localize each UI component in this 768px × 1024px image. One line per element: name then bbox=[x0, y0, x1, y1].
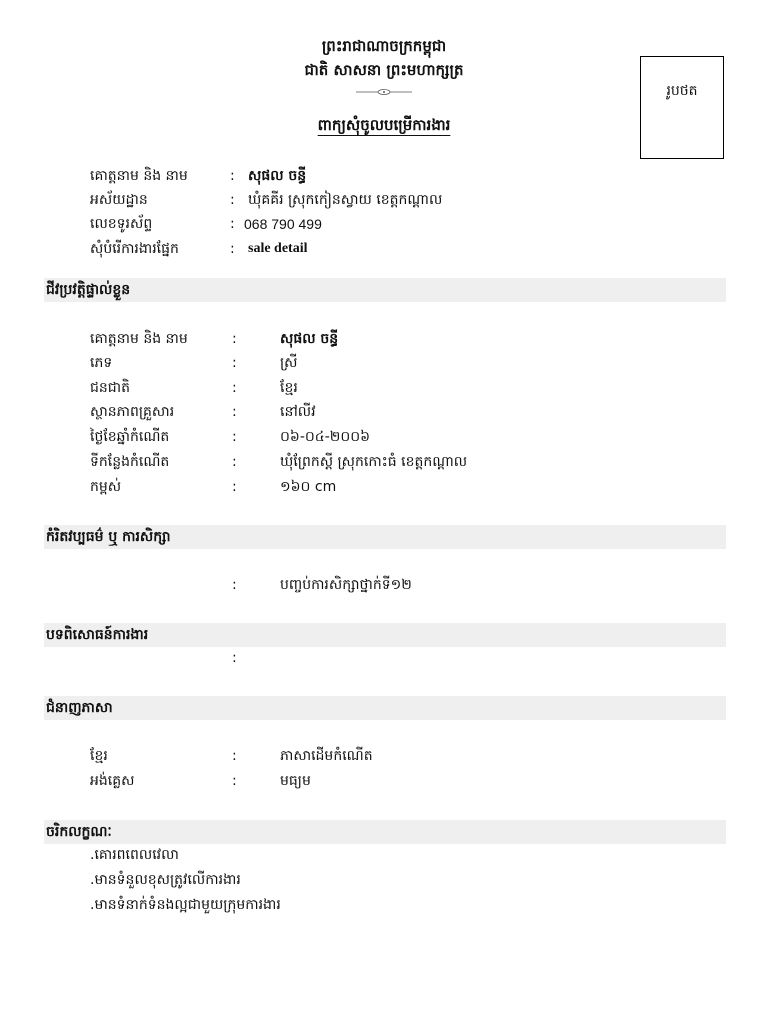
section-character-header bbox=[44, 820, 726, 844]
field-value: នៅលីវ bbox=[280, 404, 316, 420]
kingdom-heading: ព្រះរាជាណាចក្រកម្ពុជា bbox=[321, 37, 447, 55]
field-colon: : bbox=[232, 748, 237, 764]
field-colon: : bbox=[232, 355, 237, 371]
motto-heading: ជាតិ សាសនា ព្រះមហាក្សត្រ bbox=[304, 61, 464, 79]
field-colon: : bbox=[232, 429, 237, 445]
character-item: .មានទំនាក់ទំនងល្អជាមួយក្រុមការងារ bbox=[90, 897, 281, 913]
field-label: ខ្មែរ bbox=[90, 748, 108, 764]
field-value: ០៦-០៤-២០០៦ bbox=[280, 429, 371, 445]
field-label: គោត្តនាម និង នាម bbox=[90, 168, 188, 184]
field-colon: : bbox=[230, 168, 235, 184]
photo-placeholder bbox=[640, 56, 724, 159]
section-experience-header bbox=[44, 623, 726, 647]
field-colon: : bbox=[230, 192, 235, 208]
field-label: សុំបំរើការងារផ្នែក bbox=[90, 241, 179, 257]
section-heading: ចរិកលក្ខណៈ bbox=[46, 824, 112, 840]
personal-row-birthplace bbox=[90, 451, 690, 473]
summary-row-name bbox=[90, 165, 690, 187]
section-education-header bbox=[44, 525, 726, 549]
field-label: ថ្ងៃខែឆ្នាំកំណើត bbox=[90, 429, 170, 445]
field-colon: : bbox=[232, 577, 237, 593]
personal-row-nationality bbox=[90, 377, 690, 399]
document-title: ពាក្យសុំចូលបម្រើការងារ bbox=[317, 116, 451, 134]
field-label: ស្ថានភាពគ្រួសារ bbox=[90, 404, 175, 420]
personal-row-birthdate bbox=[90, 426, 690, 448]
personal-row-sex bbox=[90, 352, 690, 374]
field-colon: : bbox=[232, 650, 237, 666]
language-row-khmer bbox=[90, 745, 690, 767]
field-value: មធ្យម bbox=[280, 773, 311, 789]
section-heading: ជំនាញភាសា bbox=[46, 700, 113, 716]
field-colon: : bbox=[232, 773, 237, 789]
field-label: កម្ពស់ bbox=[90, 479, 122, 495]
field-value: ស្រី bbox=[280, 355, 298, 371]
field-colon: : bbox=[232, 454, 237, 470]
character-item: .គោរពពេលវេលា bbox=[90, 847, 179, 863]
field-label: ភេទ bbox=[90, 355, 113, 371]
field-label: អស័យដ្ឋាន bbox=[90, 192, 148, 208]
field-value: ឃុំព្រែកស្ដី ស្រុកកោះធំ ខេត្តកណ្ដាល bbox=[280, 454, 468, 470]
section-heading: បទពិសោធន៍ការងារ bbox=[46, 627, 149, 643]
language-row-english bbox=[90, 770, 690, 792]
personal-row-height bbox=[90, 476, 690, 498]
summary-row-phone bbox=[90, 213, 690, 235]
field-label: ជនជាតិ bbox=[90, 380, 130, 396]
ornament-divider-icon bbox=[354, 86, 414, 98]
field-label: លេខទូរស័ព្ទ bbox=[90, 216, 153, 232]
character-item: .មានទំនួលខុសត្រូវលើការងារ bbox=[90, 872, 241, 888]
field-value: ឃុំគគីរ ស្រុកកៀនស្វាយ ខេត្តកណ្ដាល bbox=[248, 192, 443, 208]
field-value: ១៦០ cm bbox=[280, 479, 337, 495]
field-label: គោត្តនាម និង នាម bbox=[90, 331, 188, 347]
field-value: ភាសាដើមកំណើត bbox=[280, 748, 373, 764]
field-value: ខ្មែរ bbox=[280, 380, 298, 396]
field-value: sale detail bbox=[248, 241, 308, 256]
field-colon: : bbox=[232, 404, 237, 420]
field-colon: : bbox=[232, 380, 237, 396]
field-label: ទីកន្លែងកំណើត bbox=[90, 454, 170, 470]
field-label: អង់គ្លេស bbox=[90, 773, 135, 789]
personal-row-marital bbox=[90, 401, 690, 423]
field-value: 068 790 499 bbox=[244, 216, 322, 232]
personal-row-name bbox=[90, 328, 690, 350]
summary-row-position bbox=[90, 238, 690, 260]
summary-row-address bbox=[90, 189, 690, 211]
section-heading: កំរិតវប្បធម៌ ឬ ការសិក្សា bbox=[46, 529, 171, 545]
field-colon: : bbox=[232, 479, 237, 495]
section-heading: ជីវប្រវត្តិផ្ទាល់ខ្លួន bbox=[46, 282, 131, 298]
field-colon: : bbox=[230, 241, 235, 257]
field-value: សុផល ចន្ធី bbox=[280, 331, 339, 347]
photo-label: រូបថត bbox=[666, 83, 698, 99]
field-colon: : bbox=[232, 331, 237, 347]
education-row bbox=[90, 574, 690, 596]
section-languages-header bbox=[44, 696, 726, 720]
field-value: បញ្ចប់ការសិក្សាថ្នាក់ទី១២ bbox=[280, 577, 412, 593]
experience-row bbox=[90, 647, 690, 669]
field-colon: : bbox=[230, 216, 235, 232]
field-value: សុផល ចន្ធី bbox=[248, 168, 307, 184]
section-personal-header bbox=[44, 278, 726, 302]
